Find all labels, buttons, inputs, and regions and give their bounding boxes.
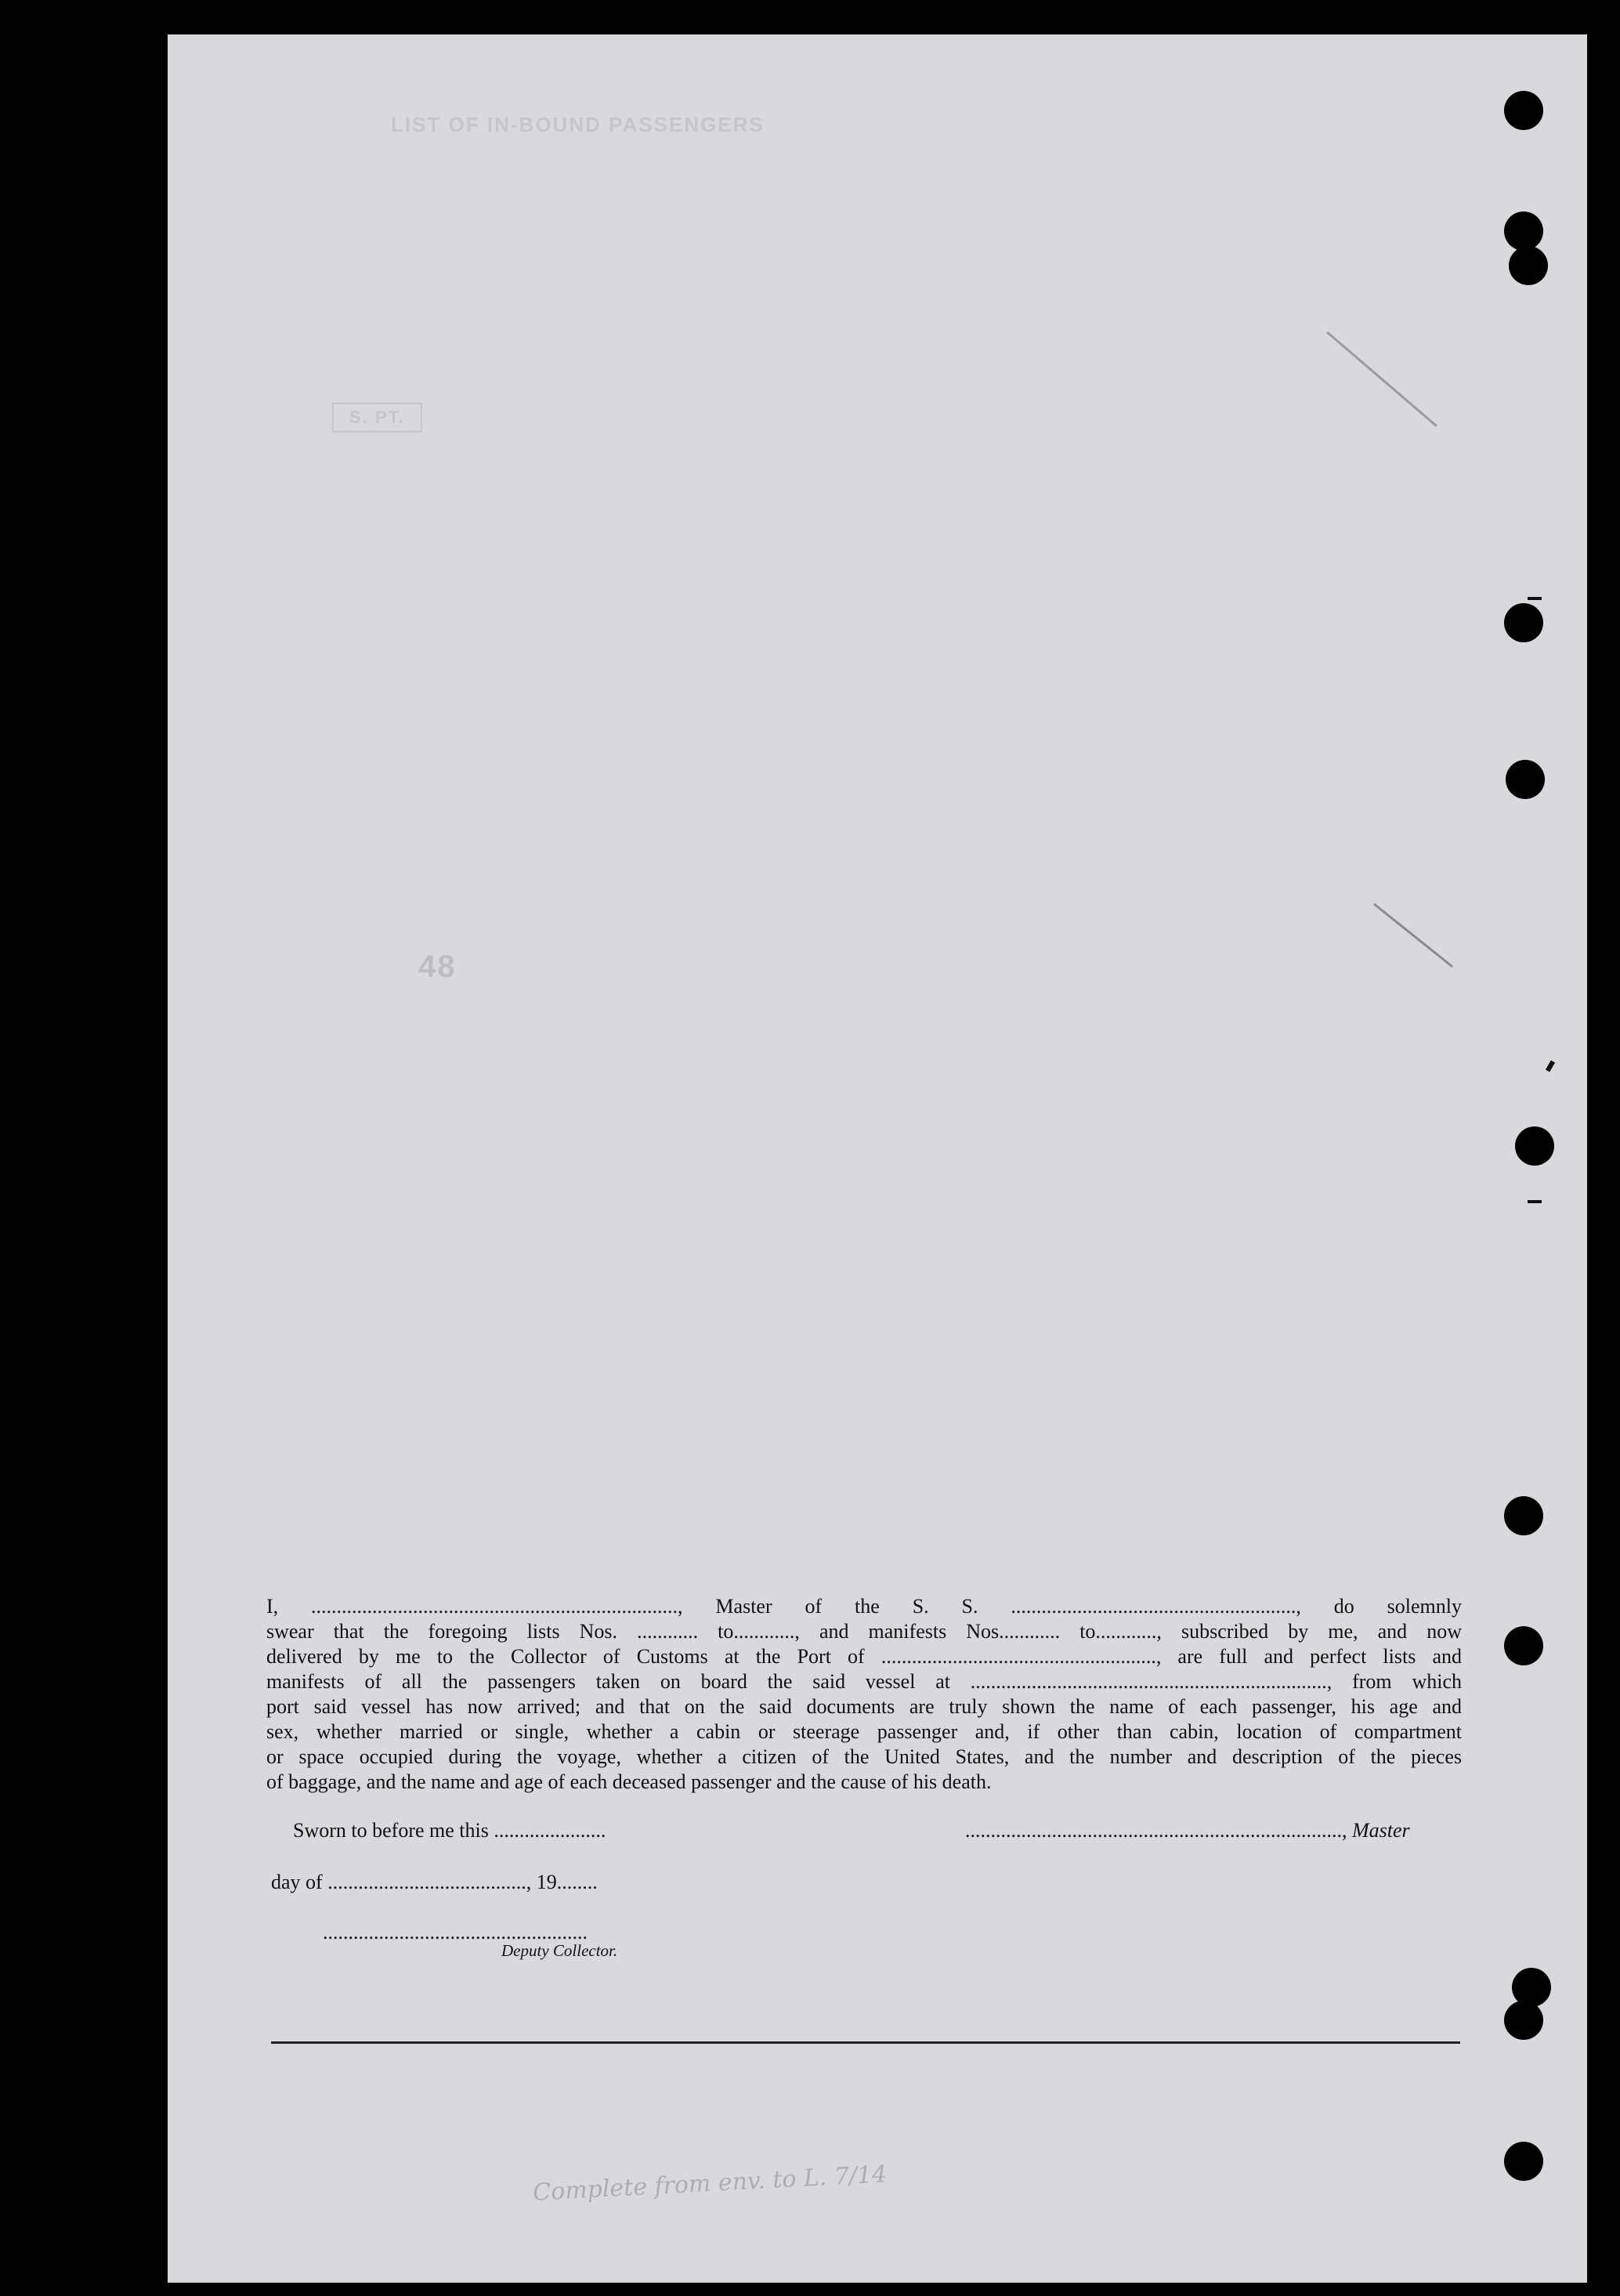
oath-line: I, ........................................................................, Master of the S. S. ........................................................, do solemnly <box>266 1595 1462 1618</box>
faint-stamp: S. PT. <box>332 403 422 432</box>
faint-heading: LIST OF IN-BOUND PASSENGERS <box>391 113 765 136</box>
pencil-note: Complete from env. to L. 7/14 <box>532 2160 888 2207</box>
oath-line: of baggage, and the name and age of each deceased passenger and the cause of his death. <box>266 1770 992 1793</box>
oath-line: sex, whether married or single, whether a cabin or steerage passenger and, if other than cabin, location of compartment <box>266 1720 1462 1743</box>
oath-paragraph <box>266 1594 1462 1795</box>
crease-line <box>1327 332 1437 426</box>
master-signature-line <box>965 1819 1410 1842</box>
master-label: Master <box>1352 1819 1410 1842</box>
day-line: day of ......................................., 19........ <box>271 1871 598 1893</box>
oath-line: port said vessel has now arrived; and that on the said documents are truly shown the name of each passenger, his age and <box>266 1695 1462 1718</box>
bottom-rule <box>271 2041 1460 2044</box>
sworn-line: Sworn to before me this ...................... <box>293 1819 606 1842</box>
oath-line: swear that the foregoing lists Nos. ............ to............, and manifests Nos............ to............, subscribed by me, and now <box>266 1620 1462 1643</box>
oath-line: delivered by me to the Collector of Customs at the Port of ......................................................, are full and perfect lists and <box>266 1645 1462 1668</box>
faint-number: 48 <box>418 949 457 984</box>
master-dots: .........................................................................., <box>965 1819 1347 1842</box>
crease-marks <box>168 34 1587 2283</box>
manifest-page <box>168 34 1587 2283</box>
deputy-label: Deputy Collector. <box>501 1941 618 1960</box>
deputy-signature-line: .................................................... <box>323 1921 588 1943</box>
oath-line: manifests of all the passengers taken on board the said vessel at ......................................................................, from which <box>266 1670 1462 1693</box>
oath-line: or space occupied during the voyage, whether a citizen of the United States, and the number and description of the pieces <box>266 1745 1462 1768</box>
crease-line <box>1374 904 1452 967</box>
